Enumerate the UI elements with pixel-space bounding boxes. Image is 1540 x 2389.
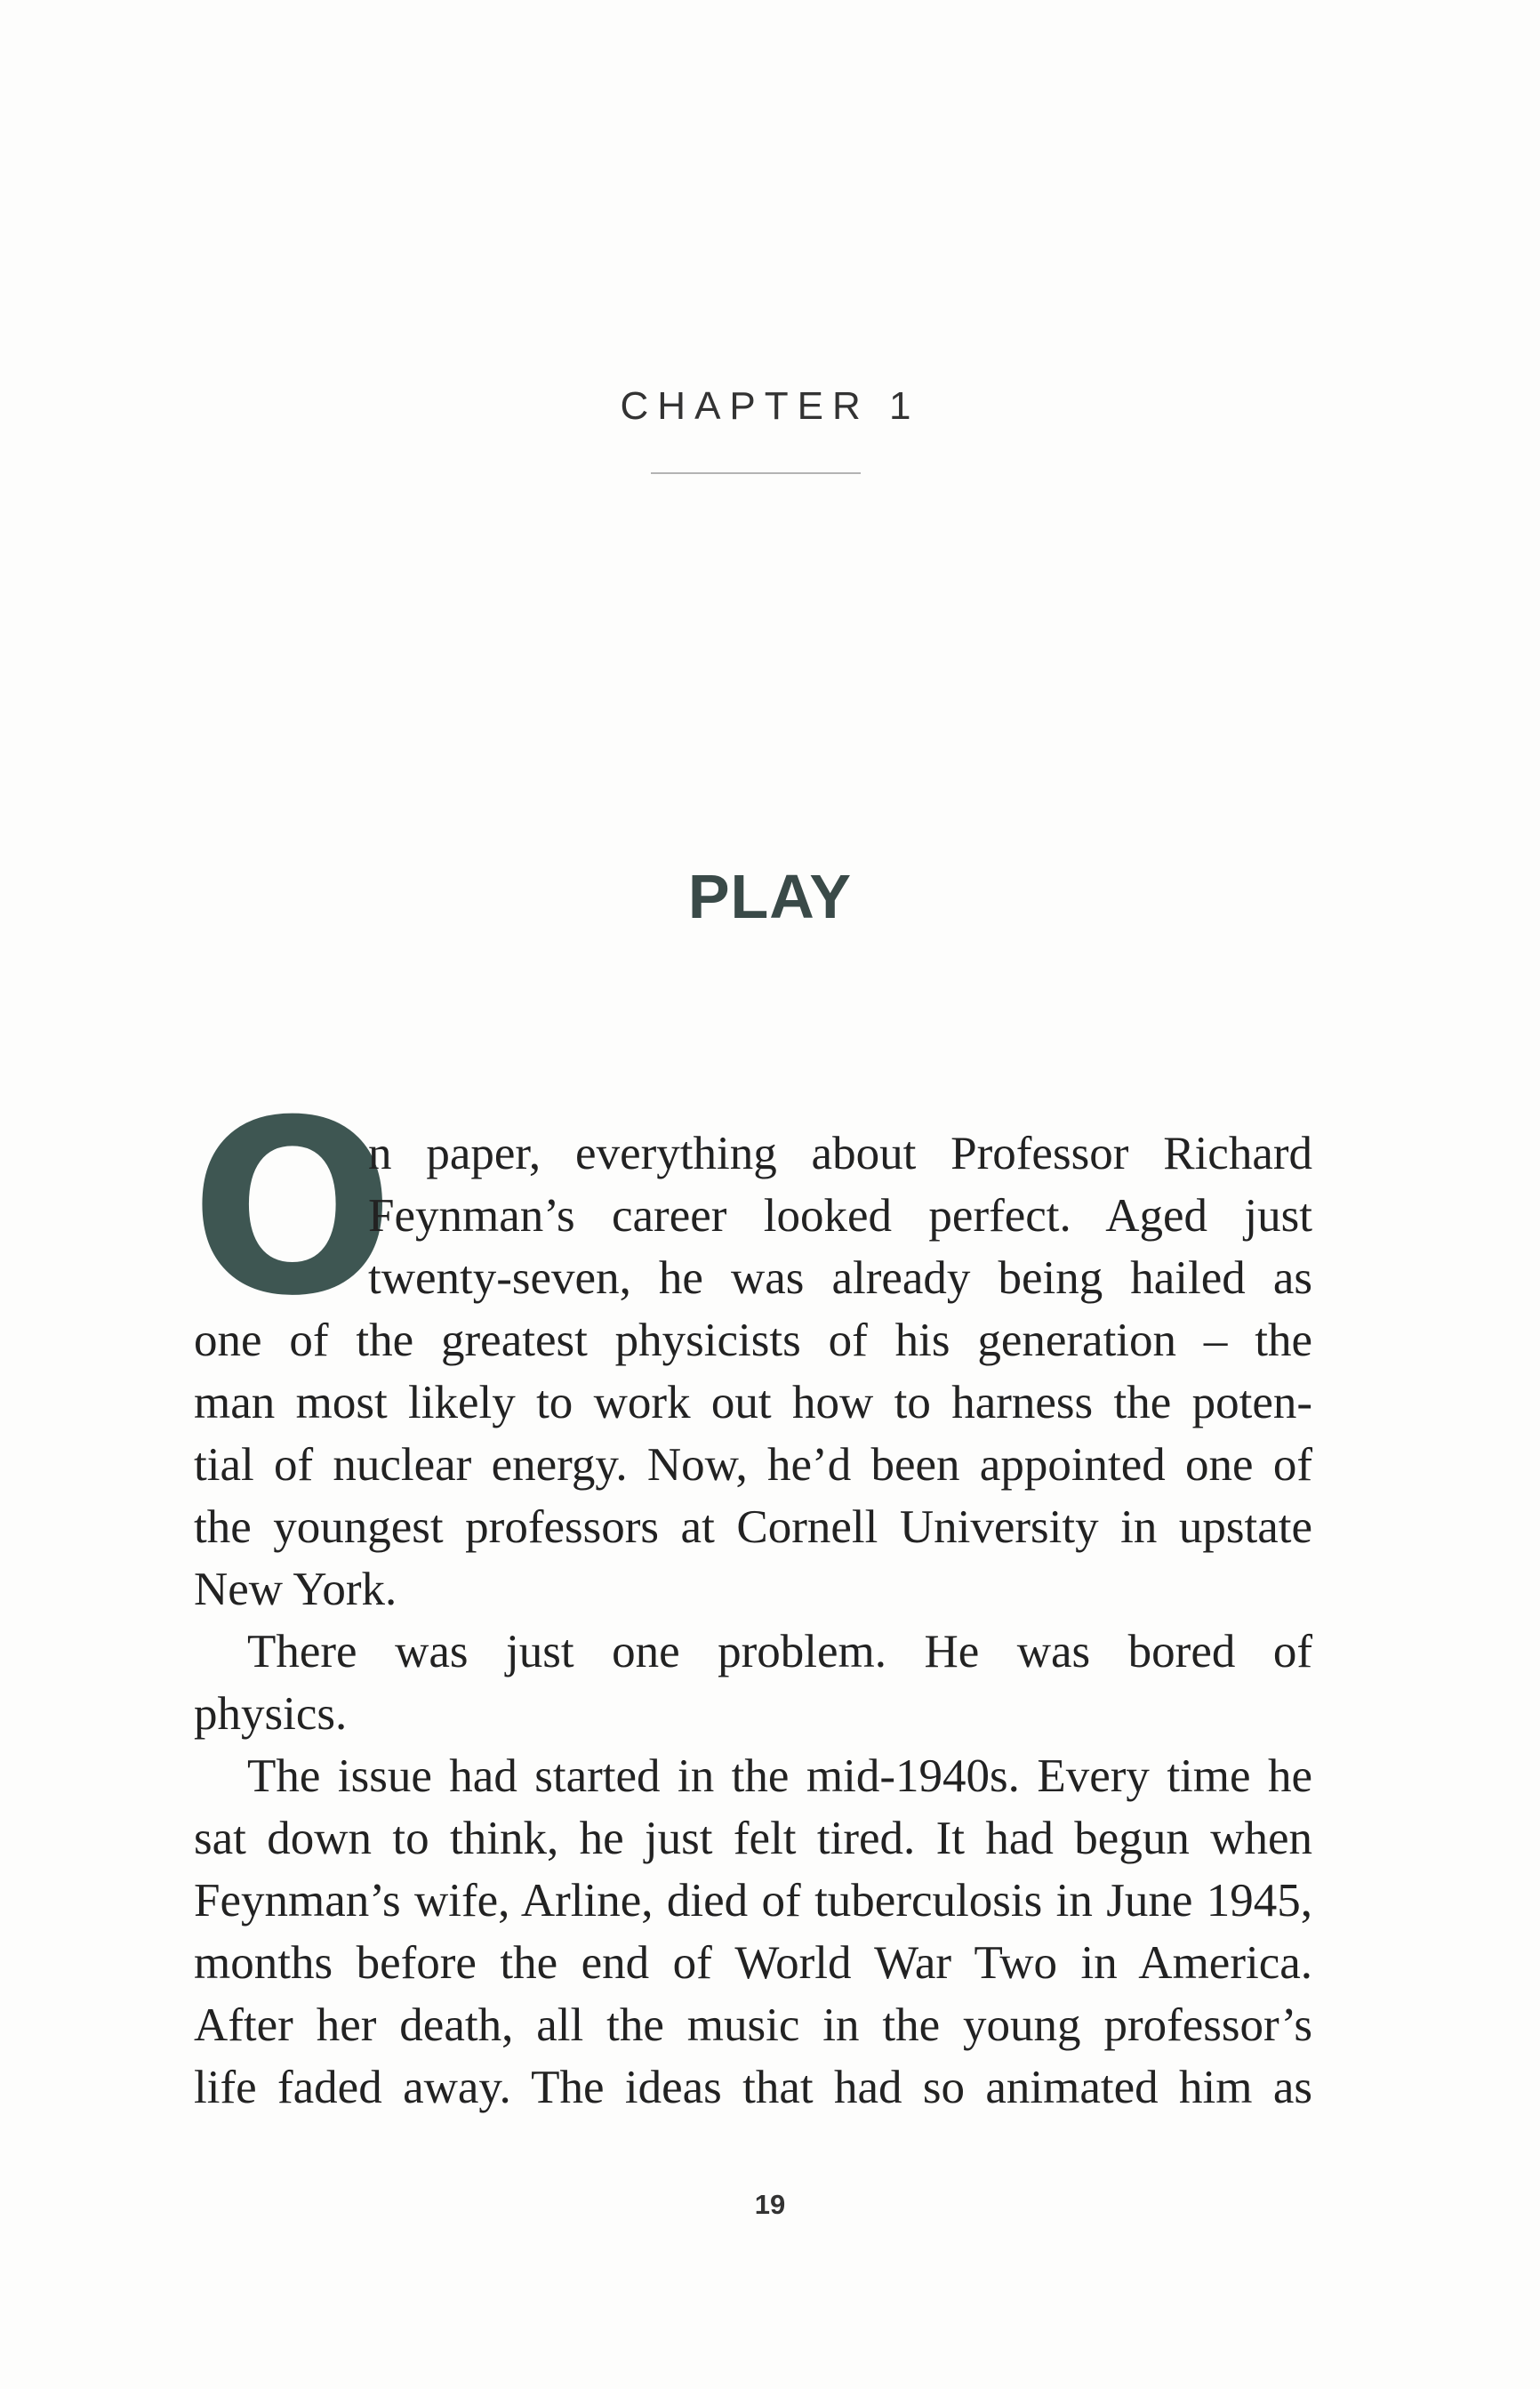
body-line: Feynman’s wife, Arline, died of tuberculosis in June 1945, <box>194 1875 1312 1926</box>
body-line: n paper, everything about Professor Richard <box>368 1128 1312 1179</box>
body-line: After her death, all the music in the young professor’s <box>194 1999 1312 2051</box>
body-line: twenty-seven, he was already being hailed as <box>368 1252 1312 1304</box>
body-line: Feynman’s career looked perfect. Aged just <box>368 1190 1312 1242</box>
chapter-divider <box>651 472 861 474</box>
body-line: sat down to think, he just felt tired. It had begun when <box>194 1813 1312 1864</box>
chapter-label: CHAPTER 1 <box>620 384 920 428</box>
drop-cap: O <box>190 1068 395 1348</box>
body-line: man most likely to work out how to harness the poten- <box>194 1377 1312 1428</box>
body-line: one of the greatest physicists of his generation – the <box>194 1315 1312 1366</box>
body-line: months before the end of World War Two in America. <box>194 1937 1312 1989</box>
body-line: The issue had started in the mid-1940s. Every time he <box>247 1750 1312 1802</box>
body-line: the youngest professors at Cornell University in upstate <box>194 1501 1312 1553</box>
body-line: tial of nuclear energy. Now, he’d been appointed one of <box>194 1439 1312 1491</box>
body-line: physics. <box>194 1688 348 1740</box>
body-line: life faded away. The ideas that had so animated him as <box>194 2062 1312 2113</box>
page-number: 19 <box>754 2189 786 2220</box>
body-line: There was just one problem. He was bored of <box>247 1626 1312 1677</box>
body-line: New York. <box>194 1564 397 1615</box>
chapter-title: PLAY <box>687 862 853 931</box>
